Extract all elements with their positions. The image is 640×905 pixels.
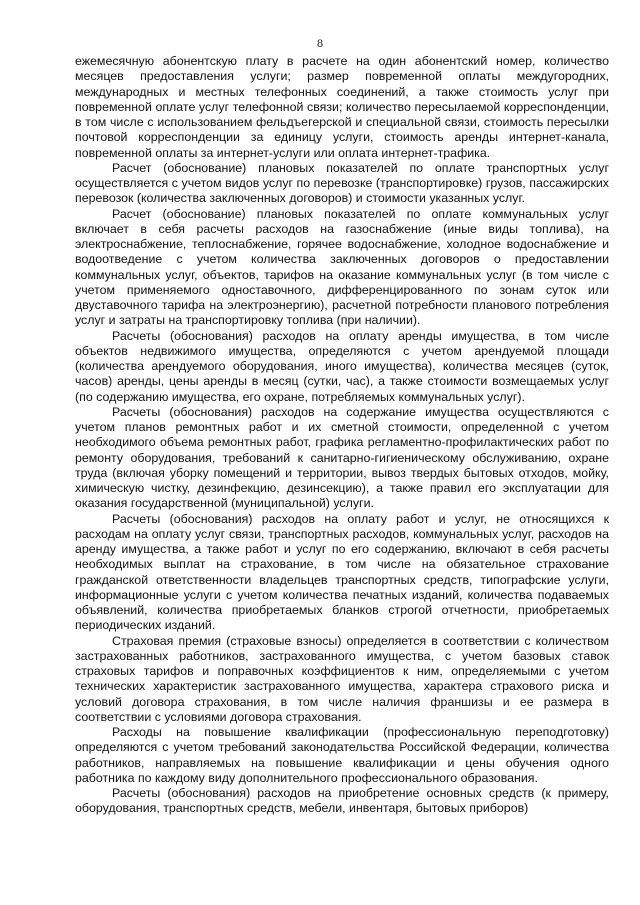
- paragraph-transport-services: Расчет (обоснование) плановых показателей по оплате транспортных услуг осуществляется с учетом видов услуг по перевозке (транспортировке) грузов, пассажирских перевозок (количества заключенных договоров) и стоимости указанных услуг.: [75, 160, 609, 206]
- document-body: [75, 54, 609, 817]
- paragraph-qualification-training: Расходы на повышение квалификации (профессиональную переподготовку) определяются с учетом требований законодательства Российской Федерации, количества работников, направляемых на повышение квалификации и цены обучения одного работника по каждому виду дополнительного профессионального образования.: [75, 725, 609, 785]
- paragraph-communications-continued: ежемесячную абонентскую плату в расчете на один абонентский номер, количество месяцев предоставления услуги; размер повременной оплаты междугородних, международных и местных телефонных соединений, а также стоимость услуг при повременной оплате услуг телефонной связи; количество пересылаемой корреспонденции, в том числе с использованием фельдъегерской и специальной связи, стоимость пересылки почтовой корреспонденции за единицу услуги, стоимость аренды интернет-канала, повременной оплаты за интернет-услуги или оплата интернет-трафика.: [75, 54, 609, 160]
- paragraph-property-rent: Расчеты (обоснования) расходов на оплату аренды имущества, в том числе объектов недвижимого имущества, определяются с учетом арендуемой площади (количества арендуемого оборудования, иного имущества), количества месяцев (суток, часов) аренды, цены аренды в месяц (сутки, час), а также стоимости возмещаемых услуг (по содержанию имущества, его охране, потребляемых коммунальных услуг).: [75, 328, 609, 404]
- paragraph-other-works-services: Расчеты (обоснования) расходов на оплату работ и услуг, не относящихся к расходам на оплату услуг связи, транспортных расходов, коммунальных услуг, расходов на аренду имущества, а также работ и услуг по его содержанию, включают в себя расчеты необходимых выплат на страхование, в том числе на обязательное страхование гражданской ответственности владельцев транспортных средств, типографские услуги, информационные услуги с учетом количества печатных изданий, количества подаваемых объявлений, количества приобретаемых бланков строгой отчетности, приобретаемых периодических изданий.: [75, 511, 609, 633]
- page-number: 8: [317, 36, 323, 50]
- paragraph-fixed-assets: Расчеты (обоснования) расходов на приобретение основных средств (к примеру, оборудования, транспортных средств, мебели, инвентаря, бытовых приборов): [75, 786, 609, 816]
- paragraph-insurance-premium: Страховая премия (страховые взносы) определяется в соответствии с количеством застрахованных работников, застрахованного имущества, с учетом базовых ставок страховых тарифов и поправочных коэффициентов к ним, определяемыми с учетом технических характеристик застрахованного имущества, характера страхового риска и условий договора страхования, в том числе наличия франшизы и ее размера в соответствии с условиями договора страхования.: [75, 633, 609, 724]
- paragraph-utility-services: Расчет (обоснование) плановых показателей по оплате коммунальных услуг включает в себя расчеты расходов на газоснабжение (иные виды топлива), на электроснабжение, теплоснабжение, горячее водоснабжение, холодное водоснабжение и водоотведение с учетом количества заключенных договоров о предоставлении коммунальных услуг, объектов, тарифов на оказание коммунальных услуг (в том числе с учетом применяемого одноставочного, дифференцированного по зонам суток или двуставочного тарифа на электроэнергию), расчетной потребности планового потребления услуг и затраты на транспортировку топлива (при наличии).: [75, 206, 609, 328]
- paragraph-property-maintenance: Расчеты (обоснования) расходов на содержание имущества осуществляются с учетом планов ремонтных работ и их сметной стоимости, определенной с учетом необходимого объема ремонтных работ, графика регламентно-профилактических работ по ремонту оборудования, требований к санитарно-гигиеническому обслуживанию, охране труда (включая уборку помещений и территории, вывоз твердых бытовых отходов, мойку, химическую чистку, дезинфекцию, дезинсекцию), а также правил его эксплуатации для оказания государственной (муниципальной) услуги.: [75, 404, 609, 511]
